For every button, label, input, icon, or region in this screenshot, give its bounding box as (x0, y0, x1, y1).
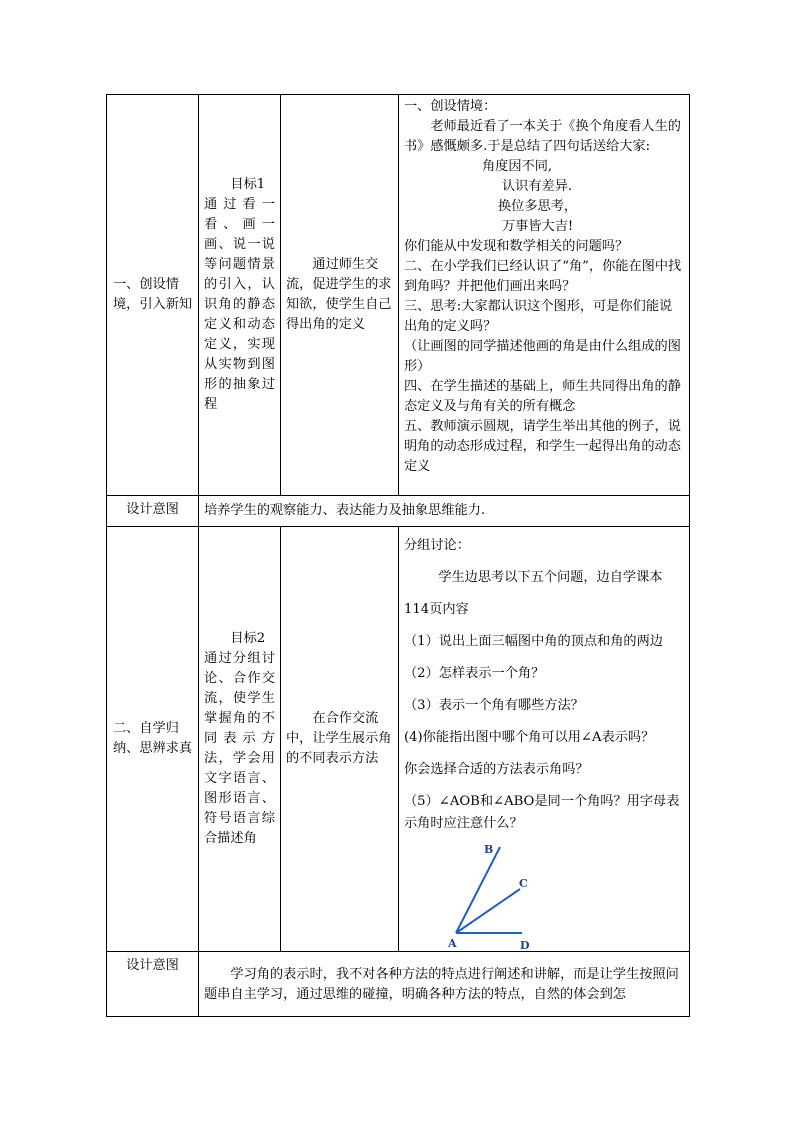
label-c: C (519, 877, 528, 890)
method-cell-2 (281, 527, 399, 952)
stage-label-2: 二、自学归纳、思辨求真 (113, 721, 193, 756)
content2-heading: 分组讨论： (404, 538, 470, 553)
goal-text-1: 通过看一看、画一画、说一说等问题情景的引入，认识角的静态定义和动态定义，实现从实物到图形的抽象过程 (204, 197, 275, 412)
content-question-4: 四、在学生描述的基础上，师生共同得出角的静态定义及与角有关的所有概念 (404, 379, 681, 414)
content-question-3: 三、思考:大家都认识这个图形，可是你们能说出角的定义吗？ (404, 299, 673, 334)
content-intro-1: 老师最近看了一本关于《换个角度看人生的书》感慨颇多.于是总结了四句话送给大家: (404, 119, 681, 154)
label-a: A (448, 937, 457, 950)
intent-label-2 (107, 952, 199, 1017)
content-question-3-note: （让画图的同学描述他画的角是由什么组成的图形） (404, 339, 681, 374)
poem-line-2: 认识有差异. (502, 179, 573, 194)
label-d: D (520, 939, 530, 951)
stage-cell-1 (107, 95, 199, 496)
content2-question-4b: 你会选择合适的方法表示角吗？ (404, 762, 589, 777)
content2-intro-b: 114页内容 (404, 602, 469, 617)
method-text-2: 在合作交流中，让学生展示角的不同表示方法 (286, 711, 392, 766)
stage-cell-2 (107, 527, 199, 952)
section-1-row (107, 95, 690, 496)
intent-label-text-2: 设计意图 (126, 958, 179, 973)
intent-label-text-1: 设计意图 (126, 502, 179, 517)
content2-question-5: （5）∠AOB和∠ABO是同一个角吗？用字母表示角时应注意什么？ (404, 794, 680, 831)
content-cell-2 (399, 527, 690, 952)
ray-ab (456, 847, 500, 933)
poem-line-3: 换位多思考， (498, 199, 578, 214)
intent-text-cell-1 (199, 496, 690, 527)
goal-cell-2 (199, 527, 281, 952)
lesson-plan-table (106, 94, 690, 1017)
goal-cell-1 (199, 95, 281, 496)
poem-line-1: 角度因不同, (482, 159, 553, 174)
content-cell-1 (399, 95, 690, 496)
content-question-1: 你们能从中发现和数学相关的问题吗？ (404, 239, 629, 254)
design-intent-row-2 (107, 952, 690, 1017)
content2-question-2: （2）怎样表示一个角？ (404, 666, 545, 681)
goal-title-2: 目标2 (230, 631, 266, 646)
content2-question-4: (4)你能指出图中哪个角可以用∠A表示吗？ (404, 730, 655, 745)
content2-question-1: （1）说出上面三幅图中角的顶点和角的两边 (404, 634, 663, 649)
stage-label-1: 一、创设情境，引入新知 (113, 277, 193, 312)
content-heading-1: 一、创设情境： (404, 99, 497, 114)
intent-text-cell-2 (199, 952, 690, 1017)
content2-intro-a: 学生边思考以下五个问题，边自学课本 (438, 570, 663, 585)
ray-ac (456, 889, 520, 933)
design-intent-row-1 (107, 496, 690, 527)
method-cell-1 (281, 95, 399, 496)
content2-question-3: （3）表示一个角有哪些方法？ (404, 698, 584, 713)
content-question-2: 二、在小学我们已经认识了“角”，你能在图中找到角吗？并把他们画出来吗？ (404, 259, 682, 294)
method-text-1: 通过师生交流，促进学生的求知欲，使学生自己得出角的定义 (286, 257, 392, 332)
intent-text-1: 培养学生的观察能力、表达能力及抽象思维能力. (204, 503, 486, 518)
label-b: B (484, 843, 494, 856)
angle-figure (448, 841, 568, 951)
poem-line-4: 万事皆大吉! (502, 219, 574, 234)
goal-text-2: 通过分组讨论、合作交流，使学生掌握角的不同表示方法，学会用文字语言、图形语言、符号语言综合描述角 (204, 651, 275, 846)
intent-label-1 (107, 496, 199, 527)
goal-title-1: 目标1 (230, 177, 266, 192)
content-question-5: 五、教师演示圆规，请学生举出其他的例子，说明角的动态形成过程，和学生一起得出角的动态定义 (404, 419, 681, 474)
intent-text-2: 学习角的表示时，我不对各种方法的特点进行阐述和讲解，而是让学生按照问题串自主学习，通过思维的碰撞，明确各种方法的特点，自然的体会到怎 (204, 967, 679, 1002)
section-2-row (107, 527, 690, 952)
